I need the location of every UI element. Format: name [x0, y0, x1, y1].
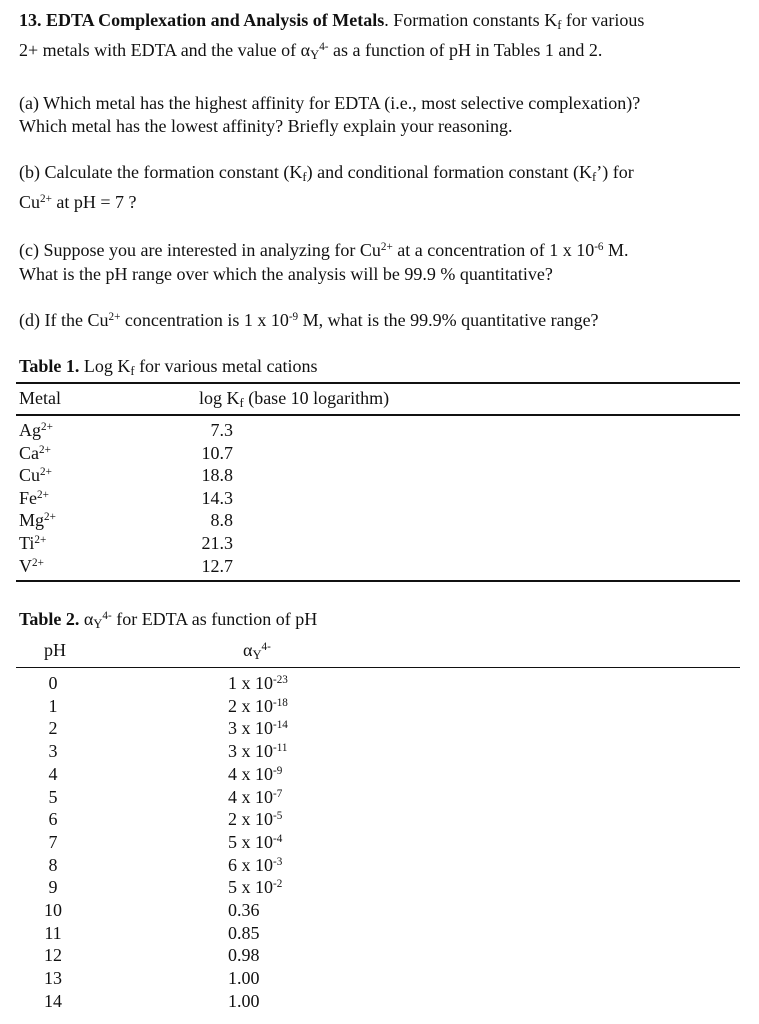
- table2-alpha-cell: 4 x $10^{-9}$: [228, 763, 283, 784]
- problem-heading: 13. EDTA Complexation and Analysis of Metals. Formation constants $K_f$ for various: [19, 10, 645, 33]
- table1-metal-cell: $Ag^{2+}$: [19, 420, 53, 440]
- table2-alpha-cell: 2 x $10^{-5}$: [228, 809, 283, 830]
- table2-alpha-cell: 0.85: [228, 922, 260, 943]
- table2-ph-cell: 9: [48, 877, 58, 898]
- table2-header-alpha: $\alpha_Y^{4-}$: [243, 640, 271, 663]
- table2-alpha-cell: 1.00: [228, 990, 260, 1011]
- table2-alpha-cell: 3 x $10^{-14}$: [228, 718, 288, 739]
- table2-alpha-cell: 4 x $10^{-7}$: [228, 786, 283, 807]
- table1-metal-cell: $Ca^{2+}$: [19, 442, 51, 463]
- table1-bottom-rule: [16, 580, 740, 582]
- table1-logkf-cell: 18.8: [201, 465, 233, 486]
- table1-metal-cell: $Ti^{2+}$: [19, 533, 47, 553]
- table1-header-metal: Metal: [19, 388, 61, 408]
- table1-metal-cell: $Cu^{2+}$: [19, 465, 52, 486]
- table2-alpha-cell: 0.36: [228, 900, 260, 920]
- part-a-line-2: Which metal has the lowest affinity? Briefly explain your reasoning.: [19, 116, 513, 136]
- table2-ph-cell: 6: [48, 809, 58, 830]
- table2-ph-cell: 13: [44, 968, 62, 989]
- table1-logkf-cell: 10.7: [201, 442, 233, 463]
- part-a-line-1: (a) Which metal has the highest affinity for EDTA (i.e., most selective complexation)?: [19, 93, 641, 113]
- intro-text: Formation constants K: [393, 10, 558, 30]
- part-b-line-1: (b) Calculate the formation constant $(K_f)$ and conditional formation constant $(K_f’)$ for: [19, 162, 634, 185]
- table2-ph-cell: 7: [48, 831, 58, 852]
- table2-ph-cell: 11: [44, 922, 62, 943]
- table2-alpha-cell: 0.98: [228, 945, 260, 966]
- problem-number: 13.: [19, 10, 42, 30]
- intro-line-2: 2+ metals with EDTA and the value of $\alpha_Y^{4-}$ as a function of pH in Tables 1 and 2.: [19, 40, 603, 63]
- table2-ph-cell: 12: [44, 945, 62, 966]
- table2-alpha-cell: 3 x $10^{-11}$: [228, 741, 288, 762]
- table1-logkf-cell: 21.3: [201, 533, 233, 553]
- table1-caption: Table 1. Log $K_f$ for various metal cations: [19, 356, 318, 379]
- table1-logkf-cell: 12.7: [201, 555, 233, 576]
- table2-ph-cell: 0: [48, 673, 58, 693]
- table1-metal-cell: $Mg^{2+}$: [19, 510, 56, 531]
- table2-ph-cell: 3: [48, 741, 58, 762]
- table2-ph-cell: 14: [44, 990, 62, 1011]
- table1-metal-cell: $V^{2+}$: [19, 555, 44, 576]
- part-c-line-2: What is the pH range over which the analysis will be 99.9 % quantitative?: [19, 264, 553, 284]
- table2-alpha-cell: 6 x $10^{-3}$: [228, 854, 283, 875]
- table1-header-logkf: $\log K_f$ (base 10 logarithm): [199, 388, 390, 411]
- table2-header-rule: [16, 667, 740, 668]
- part-d-line: (d) If the $Cu^{2+}$ concentration is 1 x $10^{-9}$ M, what is the 99.9% quantitative range?: [19, 310, 599, 330]
- table2-ph-cell: 10: [44, 900, 62, 920]
- table2-ph-cell: 4: [48, 763, 58, 784]
- table2-ph-cell: 1: [48, 695, 58, 716]
- table1-header-rule: [16, 414, 740, 416]
- problem-title: EDTA Complexation and Analysis of Metals: [46, 10, 385, 30]
- table2-ph-cell: 5: [48, 786, 58, 807]
- table2-alpha-cell: 5 x $10^{-2}$: [228, 877, 283, 898]
- table1-logkf-cell: 7.3: [210, 420, 233, 440]
- table1-metal-cell: $Fe^{2+}$: [19, 487, 49, 508]
- table2-alpha-cell: 1 x $10^{-23}$: [228, 673, 288, 693]
- table2-ph-cell: 8: [48, 854, 58, 875]
- table2-header-ph: pH: [44, 640, 66, 660]
- table2-alpha-cell: 1.00: [228, 968, 260, 989]
- table1-top-rule: [16, 382, 740, 384]
- table2-alpha-cell: 2 x $10^{-18}$: [228, 695, 288, 716]
- table2-caption: Table 2. $\alpha_Y^{4-}$ for EDTA as function of pH: [19, 609, 318, 632]
- table2-ph-cell: 2: [48, 718, 58, 739]
- part-b-line-2: $Cu^{2+}$ at pH = 7 ?: [19, 192, 137, 212]
- table1-logkf-cell: 14.3: [201, 487, 233, 508]
- part-c-line-1: (c) Suppose you are interested in analyzing for $Cu^{2+}$ at a concentration of 1 x $10^{-6}$ M.: [19, 240, 629, 260]
- table1-logkf-cell: 8.8: [210, 510, 233, 531]
- table2-alpha-cell: 5 x $10^{-4}$: [228, 831, 283, 852]
